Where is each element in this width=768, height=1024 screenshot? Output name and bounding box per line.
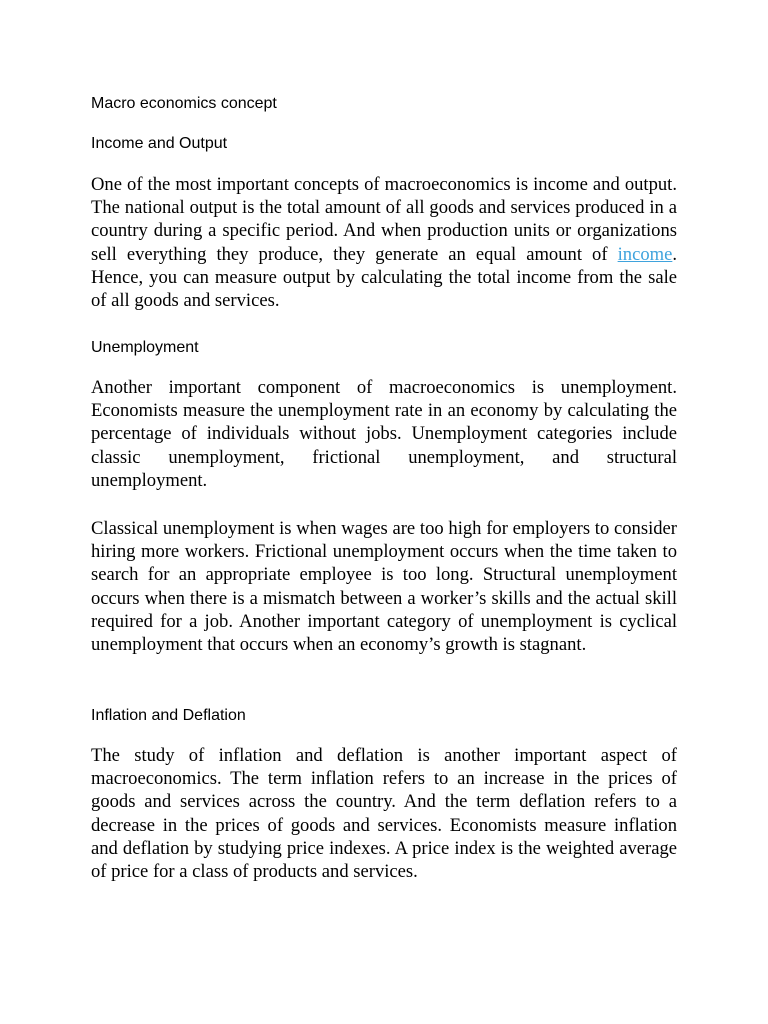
paragraph-text: One of the most important concepts of macroeconomics is income and output. The national output is the total amount of all goods and services produced in a country during a specific period. And when production units or organizations sell everything they produce, they generate an equal amount of [91,174,677,265]
document-title: Macro economics concept [91,95,277,112]
income-link[interactable]: income [617,243,673,265]
paragraph-inflation-deflation: The study of inflation and deflation is another important aspect of macroeconomics. The term inflation refers to an increase in the prices of goods and services across the country. And the term deflation refers to a decrease in the prices of goods and services. Economists measure inflation and deflation by studying price indexes. A price index is the weighted average of price for a class of products and services. [91,745,677,883]
paragraph-text: . Hence, you can measure output by calculating the total income from the sale of all goods and services. [91,243,677,312]
section-heading-unemployment: Unemployment [91,339,199,356]
section-heading-inflation-deflation: Inflation and Deflation [91,707,246,724]
paragraph-income-output [91,173,677,312]
paragraph-unemployment-intro: Another important component of macroeconomics is unemployment. Economists measure the unemployment rate in an economy by calculating the percentage of individuals without jobs. Unemployment categories include classic unemployment, frictional unemployment, and structural unemployment. [91,377,677,491]
section-heading-income-output: Income and Output [91,135,228,152]
paragraph-unemployment-types: Classical unemployment is when wages are too high for employers to consider hiring more workers. Frictional unemployment occurs when the time taken to search for an appropriate employee is too long. Structural unemployment occurs when there is a mismatch between a worker’s skills and the actual skill required for a job. Another important category of unemployment is cyclical unemployment that occurs when an economy’s growth is stagnant. [91,518,677,656]
